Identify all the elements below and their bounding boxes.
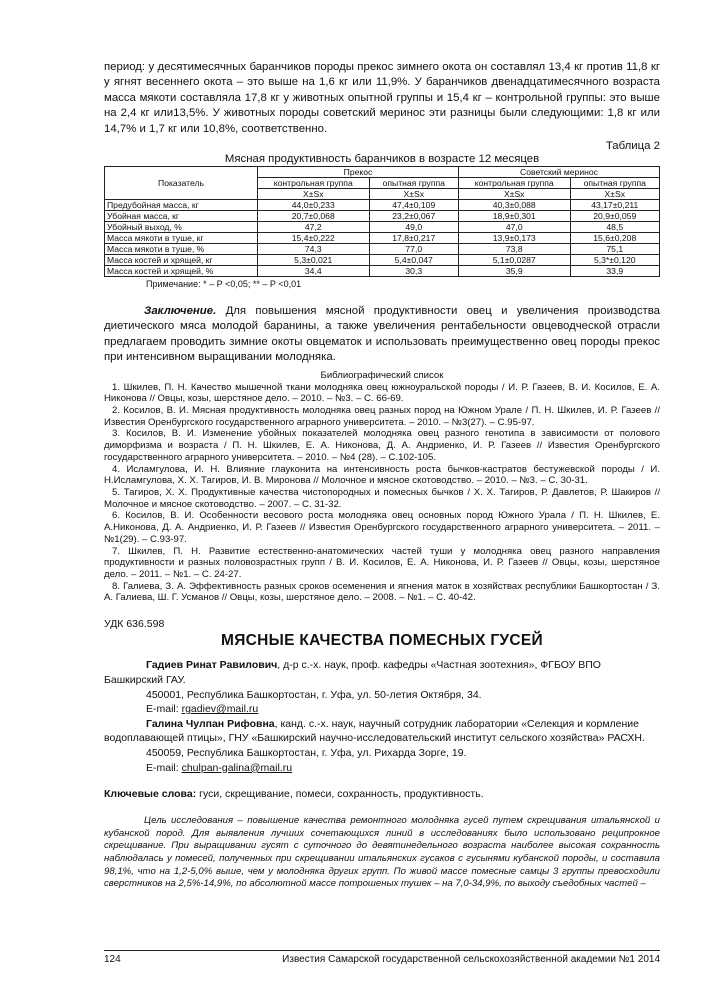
table-header-row bbox=[105, 167, 660, 178]
cell-value: 17,8±0,217 bbox=[369, 233, 458, 244]
bib-item: 8. Галиева, З. А. Эффективность разных сроков осеменения и ягнения маток в хозяйствах республики Башкортостан / З. А. Галиева, Ш. Г. Усманов // Овцы, козы, шерстяное дело. – 2008. – №1. – С. 40-42. bbox=[104, 580, 660, 604]
author-email-link[interactable]: rgadiev@mail.ru bbox=[181, 703, 259, 716]
stat-header: X±Sx bbox=[458, 189, 570, 200]
cell-value: 15,6±0,208 bbox=[570, 233, 659, 244]
table-row bbox=[105, 200, 660, 211]
group-header: опытная группа bbox=[570, 178, 659, 189]
table-label: Таблица 2 bbox=[605, 140, 660, 153]
bib-item: 4. Исламгулова, И. Н. Влияние глауконита на интенсивность роста бычков-кастратов бестужевской породы / И. Н.Исламгулова, Х. Х. Тагиров, И. В. Миронова // Молочное и мясное скотоводство. – 2010. – №3. – С. 30-31. bbox=[104, 463, 660, 487]
conclusion-paragraph bbox=[104, 304, 660, 366]
intro-paragraph: период: у десятимесячных баранчиков породы прекос зимнего окота он составлял 13,4 кг против 11,8 кг у ягнят весеннего окота – это выше на 1,6 кг или 11,9%. У баранчиков двенадцатимесячного возраста масса мякоти составляла 17,8 кг у животных опытной группы и 15,4 кг – контрольной группы: это выше на 2,4 кг или13,5%. У животных породы советский меринос эти разницы были следующими: 1,8 кг или 14,7% и 1,7 кг или 10,8%, соответственно. bbox=[104, 61, 660, 135]
cell-value: 5,1±0,0287 bbox=[458, 255, 570, 266]
breed-header-merinos: Советский меринос bbox=[458, 167, 659, 178]
keywords bbox=[104, 787, 660, 801]
bibliography-title: Библиографический список bbox=[320, 369, 444, 381]
cell-value: 20,7±0,068 bbox=[258, 211, 370, 222]
page-content bbox=[104, 60, 660, 891]
stat-header: X±Sx bbox=[369, 189, 458, 200]
row-label: Убойная масса, кг bbox=[105, 211, 258, 222]
group-header: контрольная группа bbox=[258, 178, 370, 189]
udk-code: УДК 636.598 bbox=[104, 618, 165, 631]
abstract: Цель исследования – повышение качества ремонтного молодняка гусей путем скрещивания итальянской и кубанской пород. Для выявления лучших сочетающихся линий в исследованиях было использовано реципрокное скрещивание. При выращивании гусят с суточного до девятинедельного возраста наиболее высокая сохранность наблюдалась у помесей, полученных при скрещивании итальянских гусаков с гусынями кубанской породы, и составила 98,1%, что на 1,2-5,0% выше, чем у молодняка других групп. По живой массе помесные самцы 3 группы превосходили сверстников на 2,5%-14,9%, по абсолютной массе потрошеных тушек – на 7,0-34,9%, по выходу съедобных частей – bbox=[104, 815, 660, 890]
cell-value: 73,8 bbox=[458, 244, 570, 255]
page-footer bbox=[104, 950, 660, 965]
journal-name: Известия Самарской государственной сельскохозяйственной академии №1 2014 bbox=[282, 954, 660, 965]
table-row bbox=[105, 255, 660, 266]
author-email-link[interactable]: chulpan-galina@mail.ru bbox=[181, 761, 293, 774]
cell-value: 20,9±0,059 bbox=[570, 211, 659, 222]
table-row bbox=[105, 233, 660, 244]
author-block bbox=[104, 658, 660, 717]
row-label: Предубойная масса, кг bbox=[105, 200, 258, 211]
author-address: 450059, Республика Башкортостан, г. Уфа, ул. Рихарда Зорге, 19. bbox=[146, 747, 467, 760]
keywords-label: Ключевые слова: bbox=[104, 788, 197, 801]
cell-value: 35,9 bbox=[458, 266, 570, 277]
table-row bbox=[105, 244, 660, 255]
author-position: , канд. с.-х. наук, научный сотрудник лаборатории «Селекция и кормление водоплавающей птицы», ГНУ «Башкирский научно-исследовательский институт сельского хозяйства» РАСХН. bbox=[104, 717, 645, 745]
cell-value: 77,0 bbox=[369, 244, 458, 255]
bib-item: 6. Косилов, В. И. Особенности весового роста молодняка овец основных пород Южного Урала / П. Н. Шкилев, Е. А.Никонова, Д. А. Андриенко, И. Р. Газеев // Известия Оренбургского государственного аграрного университета. – 2011. – №1(29). – С.93-97. bbox=[104, 510, 660, 545]
cell-value: 23,2±0,067 bbox=[369, 211, 458, 222]
cell-value: 15,4±0,222 bbox=[258, 233, 370, 244]
author-name: Гадиев Ринат Равилович bbox=[146, 659, 278, 672]
article-title: МЯСНЫЕ КАЧЕСТВА ПОМЕСНЫХ ГУСЕЙ bbox=[221, 632, 543, 650]
indicator-header: Показатель bbox=[105, 167, 258, 200]
keywords-text: гуси, скрещивание, помеси, сохранность, продуктивность. bbox=[196, 788, 484, 801]
author-info bbox=[104, 658, 660, 688]
cell-value: 34,4 bbox=[258, 266, 370, 277]
row-label: Масса костей и хрящей, % bbox=[105, 266, 258, 277]
cell-value: 40,3±0,088 bbox=[458, 200, 570, 211]
group-header: опытная группа bbox=[369, 178, 458, 189]
table-row bbox=[105, 211, 660, 222]
row-label: Масса мякоти в туше, % bbox=[105, 244, 258, 255]
bib-item: 2. Косилов, В. И. Мясная продуктивность молодняка овец разных пород на Южном Урале / П. Н. Шкилев, И. Р. Газеев // Известия Оренбургского государственного аграрного университета. – 2010. – №3(27). – С.95-97. bbox=[104, 405, 660, 428]
row-label: Масса мякоти в туше, кг bbox=[105, 233, 258, 244]
cell-value: 5,3±0,021 bbox=[258, 255, 370, 266]
cell-value: 33,9 bbox=[570, 266, 659, 277]
bib-item: 3. Косилов, В. И. Изменение убойных показателей молодняка овец разного генотипа в зависимости от полового диморфизма и возраста / П. Н. Шкилев, Е. А. Никонова, Д. А. Андриенко, И. Р. Газеев // Известия Оренбургского государственного аграрного университета. – 2010. – №4 (28). – С.102-105. bbox=[104, 428, 660, 463]
group-header: контрольная группа bbox=[458, 178, 570, 189]
email-label: E-mail: bbox=[146, 761, 182, 774]
bib-item: 1. Шкилев, П. Н. Качество мышечной ткани молодняка овец южноуральской породы / И. Р. Газеев, В. И. Косилов, Е. А. Никонова // Овцы, козы, шерстяное дело. – 2010. – №3. – С. 66-69. bbox=[104, 381, 660, 405]
cell-value: 74,3 bbox=[258, 244, 370, 255]
row-label: Убойный выход, % bbox=[105, 222, 258, 233]
stat-header: X±Sx bbox=[570, 189, 659, 200]
table-note: Примечание: * – Р <0,05; ** – Р <0,01 bbox=[146, 279, 302, 290]
cell-value: 47,0 bbox=[458, 222, 570, 233]
row-label: Масса костей и хрящей, кг bbox=[105, 255, 258, 266]
cell-value: 5,4±0,047 bbox=[369, 255, 458, 266]
cell-value: 47,2 bbox=[258, 222, 370, 233]
email-label: E-mail: bbox=[146, 703, 182, 716]
cell-value: 49,0 bbox=[369, 222, 458, 233]
cell-value: 5,3*±0,120 bbox=[570, 255, 659, 266]
stat-header: X±Sx bbox=[258, 189, 370, 200]
author-info bbox=[104, 717, 660, 747]
cell-value: 48,5 bbox=[570, 222, 659, 233]
author-email-line bbox=[146, 761, 660, 776]
conclusion-label: Заключение. bbox=[144, 305, 217, 318]
bib-item: 7. Шкилев, П. Н. Развитие естественно-анатомических частей туши у молодняка овец разного направления продуктивности и разных половозрастных групп / В. И. Косилов, Е. А. Никонова, И. Р. Газеев // Овцы, козы, шерстяное дело. – 2011. – №1. – С. 24-27. bbox=[104, 545, 660, 580]
cell-value: 47,4±0,109 bbox=[369, 200, 458, 211]
table-row bbox=[105, 266, 660, 277]
meat-productivity-table bbox=[104, 166, 660, 277]
cell-value: 75,1 bbox=[570, 244, 659, 255]
author-email-line bbox=[146, 702, 660, 717]
page-number: 124 bbox=[104, 954, 121, 965]
breed-header-prekos: Прекос bbox=[258, 167, 459, 178]
cell-value: 43,17±0,211 bbox=[570, 200, 659, 211]
cell-value: 18,9±0,301 bbox=[458, 211, 570, 222]
bib-item: 5. Тагиров, Х. Х. Продуктивные качества чистопородных и помесных бычков / Х. Х. Тагиров, Р. Давлетов, Р. Шакиров // Молочное и мясное скотоводство. – 2007. – С. 31-32. bbox=[104, 486, 660, 510]
table-row bbox=[105, 222, 660, 233]
conclusion-text: Для повышения мясной продуктивности овец и увеличения производства диетического мяса молодой баранины, а также увеличения рентабельности овцеводческой отрасли предлагаем проводить зимние окоты овцематок и использовать преимущественно овец породы прекос при интенсивном выращивании молодняка. bbox=[104, 305, 660, 364]
author-name: Галина Чулпан Рифовна bbox=[146, 717, 275, 730]
author-position: , д-р с.-х. наук, проф. кафедры «Частная зоотехния», ФГБОУ ВПО Башкирский ГАУ. bbox=[104, 659, 601, 686]
cell-value: 30,3 bbox=[369, 266, 458, 277]
author-address: 450001, Республика Башкортостан, г. Уфа, ул. 50-летия Октября, 34. bbox=[146, 688, 482, 701]
cell-value: 13,9±0,173 bbox=[458, 233, 570, 244]
table-title: Мясная продуктивность баранчиков в возрасте 12 месяцев bbox=[224, 153, 540, 166]
cell-value: 44,0±0,233 bbox=[258, 200, 370, 211]
author-block bbox=[104, 717, 660, 776]
